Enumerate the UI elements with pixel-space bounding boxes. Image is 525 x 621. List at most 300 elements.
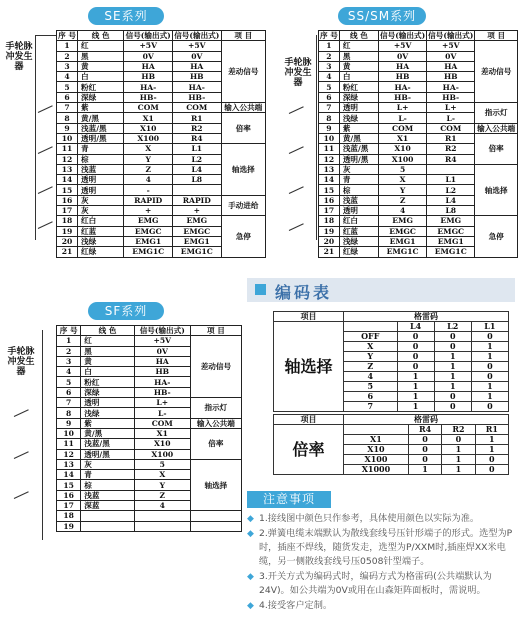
ratio_table-bit: 0 bbox=[408, 455, 441, 465]
sf-table-row bbox=[57, 511, 242, 521]
axis_table-bit: 0 bbox=[434, 402, 471, 412]
ss-pin-number: 3 bbox=[319, 61, 340, 71]
ss-group-diff: 差动信号 bbox=[475, 41, 518, 103]
ss-pin-number: 19 bbox=[319, 226, 340, 236]
ratio_table-item: X1 bbox=[344, 435, 409, 445]
ss-header-cell: 线 色 bbox=[339, 31, 378, 41]
ratio_table-bit: 1 bbox=[408, 465, 441, 475]
sf-pin-number: 15 bbox=[57, 480, 81, 490]
ss-table-row bbox=[319, 41, 518, 51]
se-signal: COM bbox=[124, 103, 173, 113]
se-signal-alt: L4 bbox=[173, 164, 222, 174]
se-wire-top bbox=[35, 35, 57, 36]
ratio_table-col-blank bbox=[344, 425, 409, 435]
se-pin-number: 21 bbox=[57, 247, 78, 257]
axis_table-item: OFF bbox=[344, 332, 398, 342]
ss-signal-alt: HA bbox=[427, 61, 475, 71]
se-signal-alt: EMG1 bbox=[173, 236, 222, 246]
se-group-diff: 差动信号 bbox=[221, 41, 265, 103]
se-header-cell: 信号(输出式) bbox=[174, 31, 220, 41]
axis_table-item: Y bbox=[344, 352, 398, 362]
se-switch-4 bbox=[38, 221, 53, 229]
note-item bbox=[247, 527, 519, 569]
encoding-square-icon bbox=[255, 284, 266, 295]
ratio_table-bit: 0 bbox=[475, 455, 508, 465]
axis_table-bit: 1 bbox=[397, 372, 434, 382]
ratio_table-col-header: R1 bbox=[475, 425, 508, 435]
se-table-row bbox=[57, 195, 266, 205]
se-wire-color: 灰 bbox=[78, 195, 124, 205]
ratio_table-col-header: R2 bbox=[442, 425, 475, 435]
sf-pin-number: 7 bbox=[57, 398, 81, 408]
se-pin-number: 1 bbox=[57, 41, 78, 51]
se-wire-bus bbox=[35, 35, 36, 240]
ss-signal-alt: L2 bbox=[427, 185, 475, 195]
se-signal-alt: EMG1C bbox=[173, 247, 222, 257]
diamond-icon: ◆ bbox=[247, 514, 254, 524]
sf-signal: +5V bbox=[134, 336, 190, 346]
ss-pin-number: 1 bbox=[319, 41, 340, 51]
se-wire-color: 透明 bbox=[78, 175, 124, 185]
ss-signal-alt bbox=[427, 164, 475, 174]
sf-wire-color: 红 bbox=[81, 336, 135, 346]
axis_table-bit: 0 bbox=[434, 392, 471, 402]
ss-pin-number: 15 bbox=[319, 185, 340, 195]
se-pin-number: 6 bbox=[57, 92, 78, 102]
se-signal: X1 bbox=[124, 113, 173, 123]
sf-signal: HA- bbox=[134, 377, 190, 387]
se-signal: HB bbox=[124, 72, 173, 82]
axis_table-col-header: L1 bbox=[471, 322, 508, 332]
ss-signal-alt: EMG1C bbox=[427, 247, 475, 257]
ss-table-row bbox=[319, 216, 518, 226]
sf-pin-number: 6 bbox=[57, 387, 81, 397]
se-wire-color: 棕 bbox=[78, 154, 124, 164]
ss-switch-3 bbox=[289, 186, 304, 194]
se-pin-number: 14 bbox=[57, 175, 78, 185]
se-signal-alt: R4 bbox=[173, 133, 222, 143]
ss-wire-color: 黄 bbox=[339, 61, 378, 71]
axis_table-item: 5 bbox=[344, 382, 398, 392]
axis_table-bit: 0 bbox=[471, 402, 508, 412]
ss-signal: EMG1 bbox=[379, 236, 427, 246]
sf-signal: X100 bbox=[134, 449, 190, 459]
se-header-cell: 信号(输出式) bbox=[125, 31, 171, 41]
se-pin-number: 3 bbox=[57, 61, 78, 71]
se-signal: HA bbox=[124, 61, 173, 71]
axis_table-item: X bbox=[344, 342, 398, 352]
se-signal-alt: +5V bbox=[173, 41, 222, 51]
ss-pin-number: 13 bbox=[319, 164, 340, 174]
ratio_table-bit: 1 bbox=[442, 465, 475, 475]
sf-signal: COM bbox=[134, 418, 190, 428]
ratio_table-bit: 0 bbox=[408, 435, 441, 445]
sf-series-title: SF系列 bbox=[88, 302, 164, 320]
axis_table-bit: 1 bbox=[397, 382, 434, 392]
se-header-cell: 项 目 bbox=[221, 31, 265, 41]
ratio_table-item: X100 bbox=[344, 455, 409, 465]
ss-wiring-table bbox=[318, 30, 518, 258]
se-wire-color: 红 bbox=[78, 41, 124, 51]
ss-wire-color: 黄/黑 bbox=[339, 133, 378, 143]
ss-signal: X100 bbox=[379, 154, 427, 164]
ss-signal: L- bbox=[379, 113, 427, 123]
se-table-row bbox=[57, 216, 266, 226]
se-signal-alt: L1 bbox=[173, 144, 222, 154]
ss-pin-number: 21 bbox=[319, 247, 340, 257]
ss-pin-number: 7 bbox=[319, 103, 340, 113]
se-signal: 4 bbox=[124, 175, 173, 185]
ss-signal: Z bbox=[379, 195, 427, 205]
sf-pin-number: 14 bbox=[57, 470, 81, 480]
ss-table-row bbox=[319, 103, 518, 113]
ratio_table-bit: 0 bbox=[442, 435, 475, 445]
ss-pin-number: 17 bbox=[319, 206, 340, 216]
ss-switch-2 bbox=[289, 146, 304, 154]
ratio_table-head-item: 项目 bbox=[274, 415, 344, 425]
ratio_table-head-code: 格雷码 bbox=[344, 415, 509, 425]
sf-table-row bbox=[57, 428, 242, 438]
ss-signal: HB bbox=[379, 72, 427, 82]
sf-group-light: 指示灯 bbox=[190, 398, 241, 419]
se-signal: Y bbox=[124, 154, 173, 164]
se-signal-alt: HA- bbox=[173, 82, 222, 92]
ss-wire-color: 透明 bbox=[339, 206, 378, 216]
sf-header-cell: 项 目 bbox=[190, 326, 241, 336]
ss-signal-alt: L+ bbox=[427, 103, 475, 113]
ss-group-ratio: 倍率 bbox=[475, 133, 518, 164]
ss-wire-color: 红蓝 bbox=[339, 226, 378, 236]
sf-signal: 0V bbox=[134, 346, 190, 356]
se-group-common: 输入公共端 bbox=[221, 103, 265, 113]
sf-signal bbox=[134, 511, 190, 521]
ss-signal: Y bbox=[379, 185, 427, 195]
note-item bbox=[247, 599, 519, 613]
axis_table-bit: 1 bbox=[471, 382, 508, 392]
ss-signal-alt: EMG1 bbox=[427, 236, 475, 246]
sf-wire-color: 紫 bbox=[81, 418, 135, 428]
axis_table-head-row bbox=[274, 312, 509, 322]
sf-pin-number: 11 bbox=[57, 439, 81, 449]
se-table-row bbox=[57, 113, 266, 123]
se-pin-number: 13 bbox=[57, 164, 78, 174]
sf-pin-number: 16 bbox=[57, 490, 81, 500]
sf-signal: X1 bbox=[134, 428, 190, 438]
se-pin-number: 10 bbox=[57, 133, 78, 143]
ss-switch-1 bbox=[289, 106, 304, 114]
sf-signal bbox=[134, 521, 190, 531]
sf-signal: Z bbox=[134, 490, 190, 500]
se-header-cell: 序 号 bbox=[58, 31, 76, 41]
sf-pin-number: 10 bbox=[57, 428, 81, 438]
se-group-emg: 急停 bbox=[221, 216, 265, 257]
diamond-icon: ◆ bbox=[247, 529, 254, 539]
ss-header-cell: 项 目 bbox=[475, 31, 518, 41]
sf-handwheel-label: 手轮脉冲发生器 bbox=[7, 347, 35, 377]
ss-signal-alt: EMGC bbox=[427, 226, 475, 236]
ss-wire-color: 深绿 bbox=[339, 92, 378, 102]
axis_table-bit: 1 bbox=[434, 352, 471, 362]
axis_table-bit: 0 bbox=[397, 352, 434, 362]
ss-signal: 0V bbox=[379, 51, 427, 61]
se-pin-number: 20 bbox=[57, 236, 78, 246]
sf-switch-2 bbox=[14, 451, 29, 459]
sf-wire-color: 棕 bbox=[81, 480, 135, 490]
se-signal-alt: + bbox=[173, 206, 222, 216]
se-signal-alt: HB- bbox=[173, 92, 222, 102]
axis_table-bit: 1 bbox=[471, 342, 508, 352]
ss-handwheel-label: 手轮脉冲发生器 bbox=[284, 58, 312, 88]
sf-pin-number: 17 bbox=[57, 501, 81, 511]
sf-wire-color: 黄/黑 bbox=[81, 428, 135, 438]
ss-pin-number: 14 bbox=[319, 175, 340, 185]
ss-pin-number: 9 bbox=[319, 123, 340, 133]
se-switch-3 bbox=[38, 186, 53, 194]
se-wire-color: 粉红 bbox=[78, 82, 124, 92]
ss-signal: HA bbox=[379, 61, 427, 71]
ss-wire-color: 青 bbox=[339, 175, 378, 185]
ratio_table-col-header: R4 bbox=[408, 425, 441, 435]
note-item bbox=[247, 512, 519, 526]
se-pin-number: 8 bbox=[57, 113, 78, 123]
sf-wire-color: 灰 bbox=[81, 459, 135, 469]
se-signal-alt: HA bbox=[173, 61, 222, 71]
ss-wire-color: 浅绿 bbox=[339, 236, 378, 246]
ratio_table-bit: 1 bbox=[475, 445, 508, 455]
notes-title: 注意事项 bbox=[247, 491, 331, 508]
se-pin-number: 17 bbox=[57, 206, 78, 216]
sf-table-row bbox=[57, 336, 242, 346]
sf-wire-color: 黄 bbox=[81, 356, 135, 366]
se-pin-number: 15 bbox=[57, 185, 78, 195]
se-pin-number: 19 bbox=[57, 226, 78, 236]
ss-signal-alt: L4 bbox=[427, 195, 475, 205]
sf-signal: L+ bbox=[134, 398, 190, 408]
ss-signal-alt: HB bbox=[427, 72, 475, 82]
ss-table-row bbox=[319, 123, 518, 133]
sf-wire-color: 粉红 bbox=[81, 377, 135, 387]
se-group-axis: 轴选择 bbox=[221, 144, 265, 195]
note-text: 3.开关方式为编码式时，编码方式为格雷码(公共端默认为24V)。如公共端为0V或用在山森矩阵面板时，需说明。 bbox=[259, 571, 492, 596]
se-pin-number: 11 bbox=[57, 144, 78, 154]
se-wire-color: 浅绿 bbox=[78, 236, 124, 246]
ss-signal-alt: R2 bbox=[427, 144, 475, 154]
se-wire-color: 红绿 bbox=[78, 247, 124, 257]
se-wire-color: 透明/黑 bbox=[78, 133, 124, 143]
se-signal: RAPID bbox=[124, 195, 173, 205]
ss-signal-alt: EMG bbox=[427, 216, 475, 226]
se-wire-color: 灰 bbox=[78, 206, 124, 216]
axis_table-item: 6 bbox=[344, 392, 398, 402]
se-wire-color: 浅蓝/黑 bbox=[78, 123, 124, 133]
sf-table-row bbox=[57, 398, 242, 408]
se-signal: EMGC bbox=[124, 226, 173, 236]
sf-wire-color: 浅蓝 bbox=[81, 490, 135, 500]
ss-signal-alt: R4 bbox=[427, 154, 475, 164]
sf-header-cell: 序 号 bbox=[57, 326, 81, 336]
ss-wire-color: 棕 bbox=[339, 185, 378, 195]
axis-gray-code-table bbox=[273, 311, 509, 412]
ss-group-common: 输入公共端 bbox=[475, 123, 518, 133]
axis_table-bit: 0 bbox=[397, 362, 434, 372]
se-wire-color: 深绿 bbox=[78, 92, 124, 102]
se-signal-alt: COM bbox=[173, 103, 222, 113]
se-signal: EMG bbox=[124, 216, 173, 226]
ss-wire-color: 浅绿 bbox=[339, 113, 378, 123]
se-signal: X bbox=[124, 144, 173, 154]
ratio_table-bit: 1 bbox=[442, 455, 475, 465]
ss-wire-color: 黑 bbox=[339, 51, 378, 61]
se-group-rapid: 手动进给 bbox=[221, 195, 265, 216]
sf-signal: X bbox=[134, 470, 190, 480]
sf-pin-number: 12 bbox=[57, 449, 81, 459]
axis_table-bit: 1 bbox=[434, 372, 471, 382]
ss-signal-alt: +5V bbox=[427, 41, 475, 51]
se-signal: HA- bbox=[124, 82, 173, 92]
axis_table-bit: 1 bbox=[397, 402, 434, 412]
axis_table-item: Z bbox=[344, 362, 398, 372]
se-handwheel-label: 手轮脉冲发生器 bbox=[5, 42, 33, 72]
diamond-icon: ◆ bbox=[247, 601, 254, 611]
ss-wire-color: 浅蓝 bbox=[339, 195, 378, 205]
axis_table-bit: 0 bbox=[434, 332, 471, 342]
sf-signal: 4 bbox=[134, 501, 190, 511]
se-signal: - bbox=[124, 185, 173, 195]
ss-signal: COM bbox=[379, 123, 427, 133]
axis_table-bit: 1 bbox=[471, 392, 508, 402]
se-table-row bbox=[57, 103, 266, 113]
ss-wire-color: 透明/黑 bbox=[339, 154, 378, 164]
se-pin-number: 7 bbox=[57, 103, 78, 113]
axis_table-bit: 0 bbox=[397, 342, 434, 352]
ss-wire-color: 红白 bbox=[339, 216, 378, 226]
ss-wire-color: 红 bbox=[339, 41, 378, 51]
se-pin-number: 12 bbox=[57, 154, 78, 164]
se-signal: 0V bbox=[124, 51, 173, 61]
sf-pin-number: 9 bbox=[57, 418, 81, 428]
ratio_table-bit: 0 bbox=[475, 465, 508, 475]
se-pin-number: 5 bbox=[57, 82, 78, 92]
sf-wire-bus bbox=[42, 330, 43, 540]
ratio_table-item: X10 bbox=[344, 445, 409, 455]
ss-signal: X1 bbox=[379, 133, 427, 143]
ss-signal: 4 bbox=[379, 206, 427, 216]
se-signal-alt: RAPID bbox=[173, 195, 222, 205]
ss-wire-color: 粉红 bbox=[339, 82, 378, 92]
sf-pin-number: 13 bbox=[57, 459, 81, 469]
se-wire-color: 黄/黑 bbox=[78, 113, 124, 123]
sf-signal: Y bbox=[134, 480, 190, 490]
ss-wire-color: 紫 bbox=[339, 123, 378, 133]
sf-switch-1 bbox=[14, 409, 29, 417]
ratio_table-head-row bbox=[274, 415, 509, 425]
sf-wire-color bbox=[81, 511, 135, 521]
sf-wire-color: 黑 bbox=[81, 346, 135, 356]
ss-header-cell: 信号(输出式) bbox=[428, 31, 474, 41]
sf-pin-number: 19 bbox=[57, 521, 81, 531]
sf-table-row bbox=[57, 459, 242, 469]
axis_table-bit: 0 bbox=[471, 362, 508, 372]
ss-table-row bbox=[319, 133, 518, 143]
note-item bbox=[247, 570, 519, 598]
se-signal-alt: EMG bbox=[173, 216, 222, 226]
sf-signal: L- bbox=[134, 408, 190, 418]
se-wire-color: 红白 bbox=[78, 216, 124, 226]
notes-list bbox=[247, 512, 519, 614]
ss-wire-color: 浅蓝/黑 bbox=[339, 144, 378, 154]
se-signal: + bbox=[124, 206, 173, 216]
axis_table-bit: 0 bbox=[434, 342, 471, 352]
ss-pin-number: 12 bbox=[319, 154, 340, 164]
ss-wire-color: 透明 bbox=[339, 103, 378, 113]
sf-header-cell: 线 色 bbox=[81, 326, 135, 336]
sf-wire-color: 白 bbox=[81, 367, 135, 377]
se-signal: EMG1 bbox=[124, 236, 173, 246]
sf-wire-color: 深绿 bbox=[81, 387, 135, 397]
sf-pin-number: 1 bbox=[57, 336, 81, 346]
ss-pin-number: 20 bbox=[319, 236, 340, 246]
se-signal: X100 bbox=[124, 133, 173, 143]
se-pin-number: 9 bbox=[57, 123, 78, 133]
ss-header-cell: 信号(输出式) bbox=[380, 31, 426, 41]
note-text: 2.弹簧电缆末端默认为散线套线号压针形端子的形式。选型为P时，插座不焊线，随货发走，选型为P/XXM时,插座焊XX米电缆，另一侧散线套线号压0508针型端子。 bbox=[259, 528, 513, 567]
ss-signal-alt: HB- bbox=[427, 92, 475, 102]
axis_table-head-code: 格雷码 bbox=[344, 312, 509, 322]
axis_table-item: 7 bbox=[344, 402, 398, 412]
ss-group-emg: 急停 bbox=[475, 216, 518, 257]
ss-pin-number: 4 bbox=[319, 72, 340, 82]
ss-group-axis: 轴选择 bbox=[475, 164, 518, 215]
note-text: 4.接受客户定制。 bbox=[259, 600, 333, 611]
se-signal-alt: HB bbox=[173, 72, 222, 82]
ss-pin-number: 10 bbox=[319, 133, 340, 143]
se-signal-alt: L8 bbox=[173, 175, 222, 185]
se-wire-color: 浅蓝 bbox=[78, 164, 124, 174]
sf-group-empty bbox=[190, 521, 241, 531]
se-wire-color: 黄 bbox=[78, 61, 124, 71]
se-signal: HB- bbox=[124, 92, 173, 102]
ss-pin-number: 8 bbox=[319, 113, 340, 123]
sf-signal: X10 bbox=[134, 439, 190, 449]
se-signal-alt: R1 bbox=[173, 113, 222, 123]
se-switch-1 bbox=[38, 105, 53, 113]
axis_table-bit: 1 bbox=[434, 362, 471, 372]
se-wire-color: 透明 bbox=[78, 185, 124, 195]
ss-wire-bus bbox=[316, 35, 317, 240]
axis_table-col-row bbox=[274, 322, 509, 332]
se-pin-number: 2 bbox=[57, 51, 78, 61]
sf-pin-number: 4 bbox=[57, 367, 81, 377]
se-switch-2 bbox=[38, 146, 53, 154]
se-signal: EMG1C bbox=[124, 247, 173, 257]
se-table-row bbox=[57, 144, 266, 154]
se-signal-alt: EMGC bbox=[173, 226, 222, 236]
sf-signal: HA bbox=[134, 356, 190, 366]
ss-signal: EMGC bbox=[379, 226, 427, 236]
sf-table-row bbox=[57, 521, 242, 531]
se-group-ratio: 倍率 bbox=[221, 113, 265, 144]
se-wire-color: 青 bbox=[78, 144, 124, 154]
sf-signal: HB bbox=[134, 367, 190, 377]
se-header-cell: 线 色 bbox=[78, 31, 124, 41]
se-signal-alt bbox=[173, 185, 222, 195]
axis_table-bit: 0 bbox=[471, 332, 508, 342]
ss-signal: X bbox=[379, 175, 427, 185]
se-wire-color: 红蓝 bbox=[78, 226, 124, 236]
ss-signal: L+ bbox=[379, 103, 427, 113]
sf-pin-number: 2 bbox=[57, 346, 81, 356]
axis_table-big-label: 轴选择 bbox=[274, 322, 344, 412]
